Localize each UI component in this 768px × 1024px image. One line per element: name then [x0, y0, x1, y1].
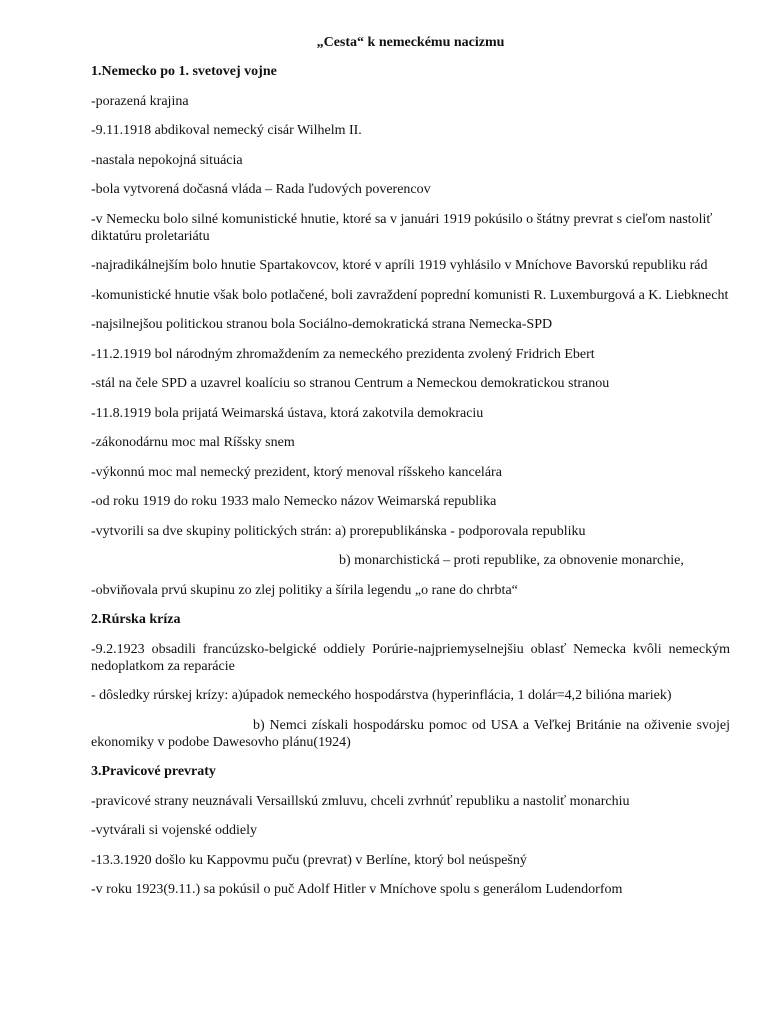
paragraph: -13.3.1920 došlo ku Kappovmu puču (prevrat) v Berlíne, ktorý bol neúspešný: [91, 852, 527, 868]
document-body: [91, 34, 730, 911]
paragraph: -komunistické hnutie však bolo potlačené, boli zavraždení poprední komunisti R. Luxemburgová a K. Liebknecht: [91, 287, 729, 303]
paragraph: -najsilnejšou politickou stranou bola Sociálno-demokratická strana Nemecka-SPD: [91, 317, 553, 332]
paragraph: - dôsledky rúrskej krízy: a)úpadok nemeckého hospodárstva (hyperinflácia, 1 dolár=4,2 bilióna mariek): [91, 688, 672, 703]
page-title: „Cesta“ k nemeckému nacizmu: [316, 35, 505, 50]
paragraph-indented: b) monarchistická – proti republike, za obnovenie monarchie,: [339, 553, 684, 568]
paragraph: -porazená krajina: [91, 93, 189, 109]
paragraph: -9.2.1923 obsadili francúzsko-belgické oddiely Porúrie-najpriemyselnejšiu oblasť Nemecka kvôli nemeckým nedoplatkom za reparácie: [91, 641, 730, 674]
paragraph: -nastala nepokojná situácia: [91, 152, 243, 168]
paragraph: -v Nemecku bolo silné komunistické hnutie, ktoré sa v januári 1919 pokúsilo o štátny prevrat s cieľom nastoliť diktatúru proletariátu: [91, 211, 713, 244]
paragraph: -pravicové strany neuznávali Versaillskú zmluvu, chceli zvrhnúť republiku a nastoliť monarchiu: [91, 793, 630, 809]
paragraph: -zákonodárnu moc mal Ríšsky snem: [91, 435, 295, 450]
paragraph: -vytvárali si vojenské oddiely: [91, 823, 258, 838]
paragraph: -vytvorili sa dve skupiny politických strán: a) prorepublikánska - podporovala republiku: [91, 523, 586, 539]
paragraph: -od roku 1919 do roku 1933 malo Nemecko názov Weimarská republika: [91, 494, 497, 509]
paragraph: -najradikálnejším bolo hnutie Spartakovcov, ktoré v apríli 1919 vyhlásilo v Mníchove Bavorskú republiku rád: [91, 258, 708, 273]
paragraph: -bola vytvorená dočasná vláda – Rada ľudových poverencov: [91, 182, 431, 197]
paragraph: -v roku 1923(9.11.) sa pokúsil o puč Adolf Hitler v Mníchove spolu s generálom Ludendorfom: [91, 882, 623, 897]
paragraph: -9.11.1918 abdikoval nemecký cisár Wilhelm II.: [91, 123, 362, 138]
paragraph: -výkonnú moc mal nemecký prezident, ktorý menoval ríšskeho kancelára: [91, 464, 502, 480]
paragraph: -11.2.1919 bol národným zhromaždením za nemeckého prezidenta zvolený Fridrich Ebert: [91, 346, 595, 362]
section-heading: 3.Pravicové prevraty: [91, 764, 216, 779]
paragraph-indented: b) Nemci získali hospodársku pomoc od USA a Veľkej Británie na oživenie svojej ekonomiky v podobe Dawesovho plánu(1924): [91, 717, 730, 750]
section-heading: 2.Rúrska kríza: [91, 612, 181, 627]
paragraph: -stál na čele SPD a uzavrel koalíciu so stranou Centrum a Nemeckou demokratickou stranou: [91, 376, 610, 391]
paragraph: -11.8.1919 bola prijatá Weimarská ústava, ktorá zakotvila demokraciu: [91, 405, 484, 421]
paragraph: -obviňovala prvú skupinu zo zlej politiky a šírila legendu „o rane do chrbta“: [91, 582, 518, 598]
section-heading: 1.Nemecko po 1. svetovej vojne: [91, 64, 277, 79]
